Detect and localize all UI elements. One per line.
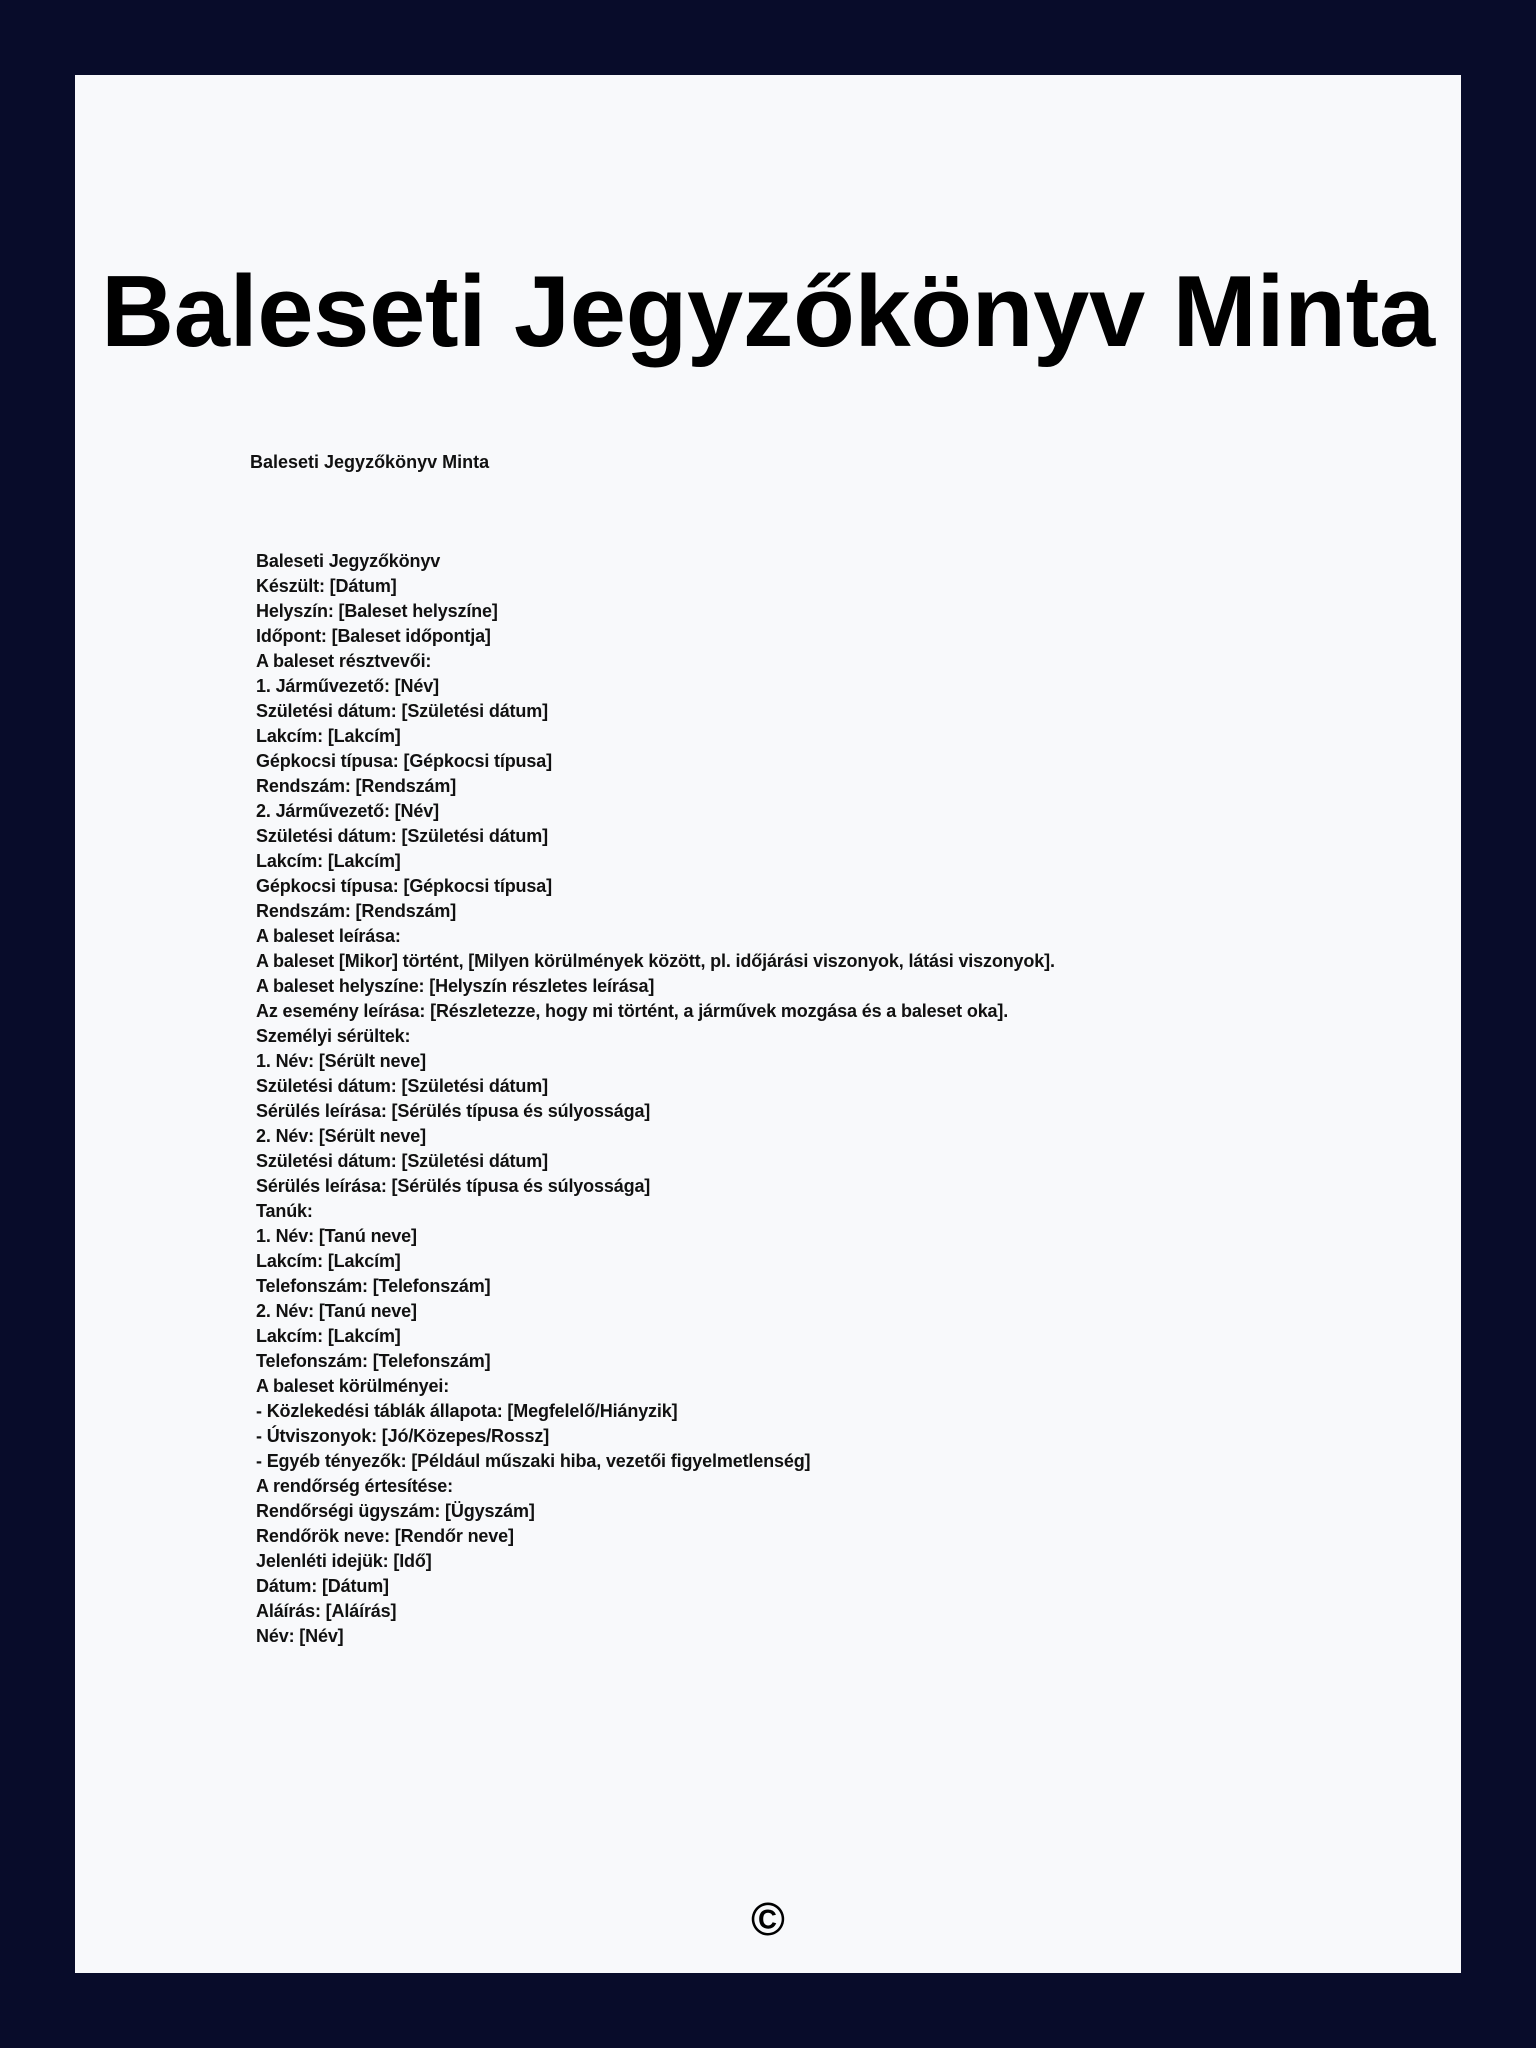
body-line: Készült: [Dátum] [256,576,397,596]
section-heading-witnesses: Tanúk: [256,1201,313,1221]
body-line: Az esemény leírása: [Részletezze, hogy mi történt, a járművek mozgása és a baleset oka]. [256,1001,1009,1021]
body-line: Lakcím: [Lakcím] [256,1326,401,1346]
body-line: Születési dátum: [Születési dátum] [256,1151,548,1171]
body-line-heading: Baleseti Jegyzőkönyv [256,551,441,571]
body-line: Születési dátum: [Születési dátum] [256,826,548,846]
body-line: Sérülés leírása: [Sérülés típusa és súlyossága] [256,1101,651,1121]
body-line: Gépkocsi típusa: [Gépkocsi típusa] [256,751,552,771]
body-line: Helyszín: [Baleset helyszíne] [256,601,498,621]
body-line: Aláírás: [Aláírás] [256,1601,397,1621]
body-line: Születési dátum: [Születési dátum] [256,701,548,721]
document-body [256,549,1055,1649]
section-heading-police: A rendőrség értesítése: [256,1476,453,1496]
body-line: 2. Név: [Sérült neve] [256,1126,426,1146]
body-line: - Közlekedési táblák állapota: [Megfelelő/Hiányzik] [256,1401,678,1421]
body-line: Rendőrök neve: [Rendőr neve] [256,1526,514,1546]
body-line: A baleset [Mikor] történt, [Milyen körülmények között, pl. időjárási viszonyok, látási viszonyok]. [256,951,1055,971]
body-line: 2. Járművezető: [Név] [256,801,439,821]
document-page [75,75,1461,1973]
body-line: Dátum: [Dátum] [256,1576,389,1596]
body-line: 1. Név: [Tanú neve] [256,1226,417,1246]
section-heading-injured: Személyi sérültek: [256,1026,411,1046]
body-line: - Útviszonyok: [Jó/Közepes/Rossz] [256,1426,550,1446]
section-heading-description: A baleset leírása: [256,926,401,946]
body-line: Lakcím: [Lakcím] [256,726,401,746]
body-line: Rendszám: [Rendszám] [256,776,457,796]
body-line: Telefonszám: [Telefonszám] [256,1351,491,1371]
body-line: Jelenléti idejük: [Idő] [256,1551,432,1571]
body-line: Lakcím: [Lakcím] [256,851,401,871]
body-line: Időpont: [Baleset időpontja] [256,626,491,646]
body-line: 2. Név: [Tanú neve] [256,1301,417,1321]
body-line: - Egyéb tényezők: [Például műszaki hiba, vezetői figyelmetlenség] [256,1451,811,1471]
body-line: Rendőrségi ügyszám: [Ügyszám] [256,1501,535,1521]
body-line: Születési dátum: [Születési dátum] [256,1076,548,1096]
body-line: Gépkocsi típusa: [Gépkocsi típusa] [256,876,552,896]
section-heading-participants: A baleset résztvevői: [256,651,432,671]
document-subtitle: Baleseti Jegyzőkönyv Minta [250,452,490,472]
body-line: 1. Név: [Sérült neve] [256,1051,426,1071]
body-line: A baleset helyszíne: [Helyszín részletes leírása] [256,976,655,996]
section-heading-circumstances: A baleset körülményei: [256,1376,450,1396]
body-line: Név: [Név] [256,1626,344,1646]
body-line: Rendszám: [Rendszám] [256,901,457,921]
body-line: Telefonszám: [Telefonszám] [256,1276,491,1296]
body-line: 1. Járművezető: [Név] [256,676,439,696]
body-line: Lakcím: [Lakcím] [256,1251,401,1271]
page-title: Baleseti Jegyzőkönyv Minta [101,256,1435,368]
body-line: Sérülés leírása: [Sérülés típusa és súlyossága] [256,1176,651,1196]
copyright-icon: © [751,1893,785,1945]
